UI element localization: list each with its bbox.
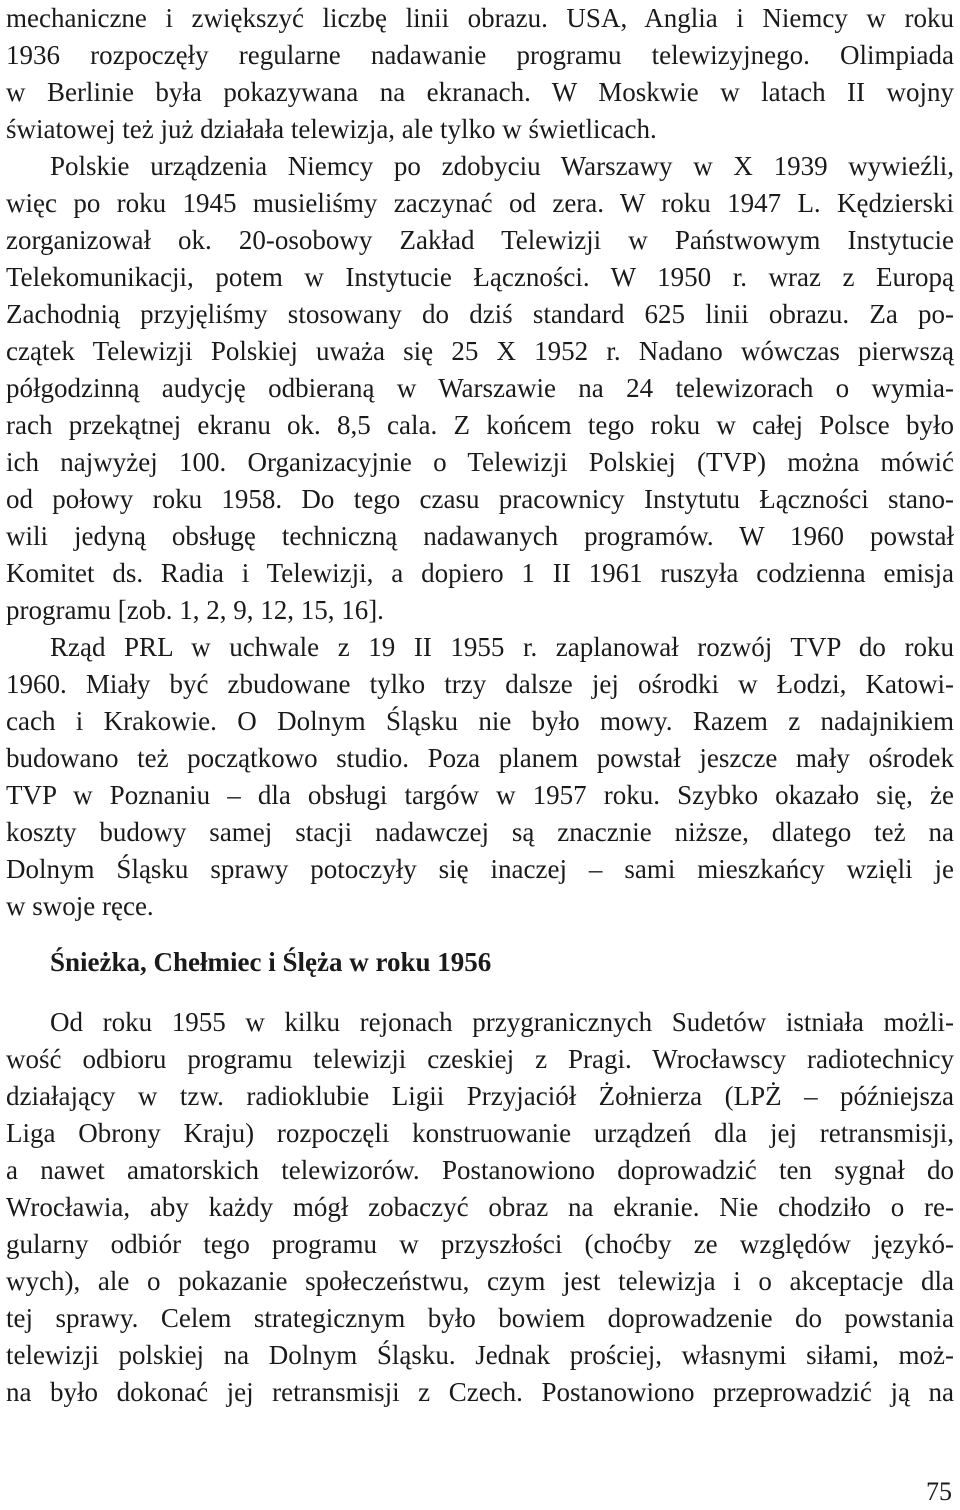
text-line: na było dokonać jej retransmisji z Czech. Postanowiono przeprowadzić ją na bbox=[6, 1377, 954, 1407]
text-line: od połowy roku 1958. Do tego czasu pracownicy Instytutu Łączności stano- bbox=[6, 484, 954, 514]
text-line: Liga Obrony Kraju) rozpoczęli konstruowanie urządzeń dla jej retransmisji, bbox=[6, 1118, 954, 1148]
text-line: światowej też już działała telewizja, ale tylko w świetlicach. bbox=[6, 114, 657, 144]
section-heading: Śnieżka, Chełmiec i Ślęża w roku 1956 bbox=[50, 947, 492, 977]
text-line: więc po roku 1945 musieliśmy zaczynać od zera. W roku 1947 L. Kędzierski bbox=[6, 188, 954, 218]
text-line: gularny odbiór tego programu w przyszłości (choćby ze względów językó- bbox=[6, 1229, 954, 1259]
text-line: Wrocławia, aby każdy mógł zobaczyć obraz na ekranie. Nie chodziło o re- bbox=[6, 1192, 954, 1222]
text-line: wili jedyną obsługę techniczną nadawanych programów. W 1960 powstał bbox=[6, 521, 954, 551]
text-line: programu [zob. 1, 2, 9, 12, 15, 16]. bbox=[6, 595, 384, 625]
text-line: wość odbioru programu telewizji czeskiej z Pragi. Wrocławscy radiotechnicy bbox=[6, 1044, 954, 1074]
text-line: Polskie urządzenia Niemcy po zdobyciu Warszawy w X 1939 wywieźli, bbox=[50, 151, 954, 181]
text-line: Komitet ds. Radia i Telewizji, a dopiero 1 II 1961 ruszyła codzienna emisja bbox=[6, 558, 954, 588]
text-line: wych), ale o pokazanie społeczeństwu, czym jest telewizja i o akceptacje dla bbox=[6, 1266, 954, 1296]
text-line: a nawet amatorskich telewizorów. Postanowiono doprowadzić ten sygnał do bbox=[6, 1155, 954, 1185]
text-line: w swoje ręce. bbox=[6, 891, 154, 921]
text-line: Telekomunikacji, potem w Instytucie Łączności. W 1950 r. wraz z Europą bbox=[6, 262, 954, 292]
text-line: Od roku 1955 w kilku rejonach przygranicznych Sudetów istniała możli- bbox=[50, 1007, 954, 1037]
text-line: ich najwyżej 100. Organizacyjnie o Telewizji Polskiej (TVP) można mówić bbox=[6, 447, 954, 477]
text-line: Dolnym Śląsku sprawy potoczyły się inaczej – sami mieszkańcy wzięli je bbox=[6, 854, 954, 884]
text-line: mechaniczne i zwiększyć liczbę linii obrazu. USA, Anglia i Niemcy w roku bbox=[6, 3, 954, 33]
text-line: czątek Telewizji Polskiej uważa się 25 X 1952 r. Nadano wówczas pierwszą bbox=[6, 336, 954, 366]
text-line: telewizji polskiej na Dolnym Śląsku. Jednak prościej, własnymi siłami, moż- bbox=[6, 1340, 954, 1370]
text-line: półgodzinną audycję odbieraną w Warszawie na 24 telewizorach o wymia- bbox=[6, 373, 954, 403]
text-line: Rząd PRL w uchwale z 19 II 1955 r. zaplanował rozwój TVP do roku bbox=[50, 632, 954, 662]
text-line: 1936 rozpoczęły regularne nadawanie programu telewizyjnego. Olimpiada bbox=[6, 40, 954, 70]
text-line: tej sprawy. Celem strategicznym było bowiem doprowadzenie do powstania bbox=[6, 1303, 954, 1333]
text-line: w Berlinie była pokazywana na ekranach. W Moskwie w latach II wojny bbox=[6, 77, 954, 107]
text-line: Zachodnią przyjęliśmy stosowany do dziś standard 625 linii obrazu. Za po- bbox=[6, 299, 954, 329]
text-line: budowano też początkowo studio. Poza planem powstał jeszcze mały ośrodek bbox=[6, 743, 954, 773]
text-line: zorganizował ok. 20-osobowy Zakład Telewizji w Państwowym Instytucie bbox=[6, 225, 954, 255]
text-line: koszty budowy samej stacji nadawczej są znacznie niższe, dlatego też na bbox=[6, 817, 954, 847]
text-line: 1960. Miały być zbudowane tylko trzy dalsze jej ośrodki w Łodzi, Katowi- bbox=[6, 669, 954, 699]
text-line: cach i Krakowie. O Dolnym Śląsku nie było mowy. Razem z nadajnikiem bbox=[6, 706, 954, 736]
page-number: 75 bbox=[926, 1477, 952, 1506]
text-line: TVP w Poznaniu – dla obsługi targów w 1957 roku. Szybko okazało się, że bbox=[6, 780, 954, 810]
text-line: rach przekątnej ekranu ok. 8,5 cala. Z końcem tego roku w całej Polsce było bbox=[6, 410, 954, 440]
text-line: działający w tzw. radioklubie Ligii Przyjaciół Żołnierza (LPŻ – późniejsza bbox=[6, 1081, 954, 1111]
